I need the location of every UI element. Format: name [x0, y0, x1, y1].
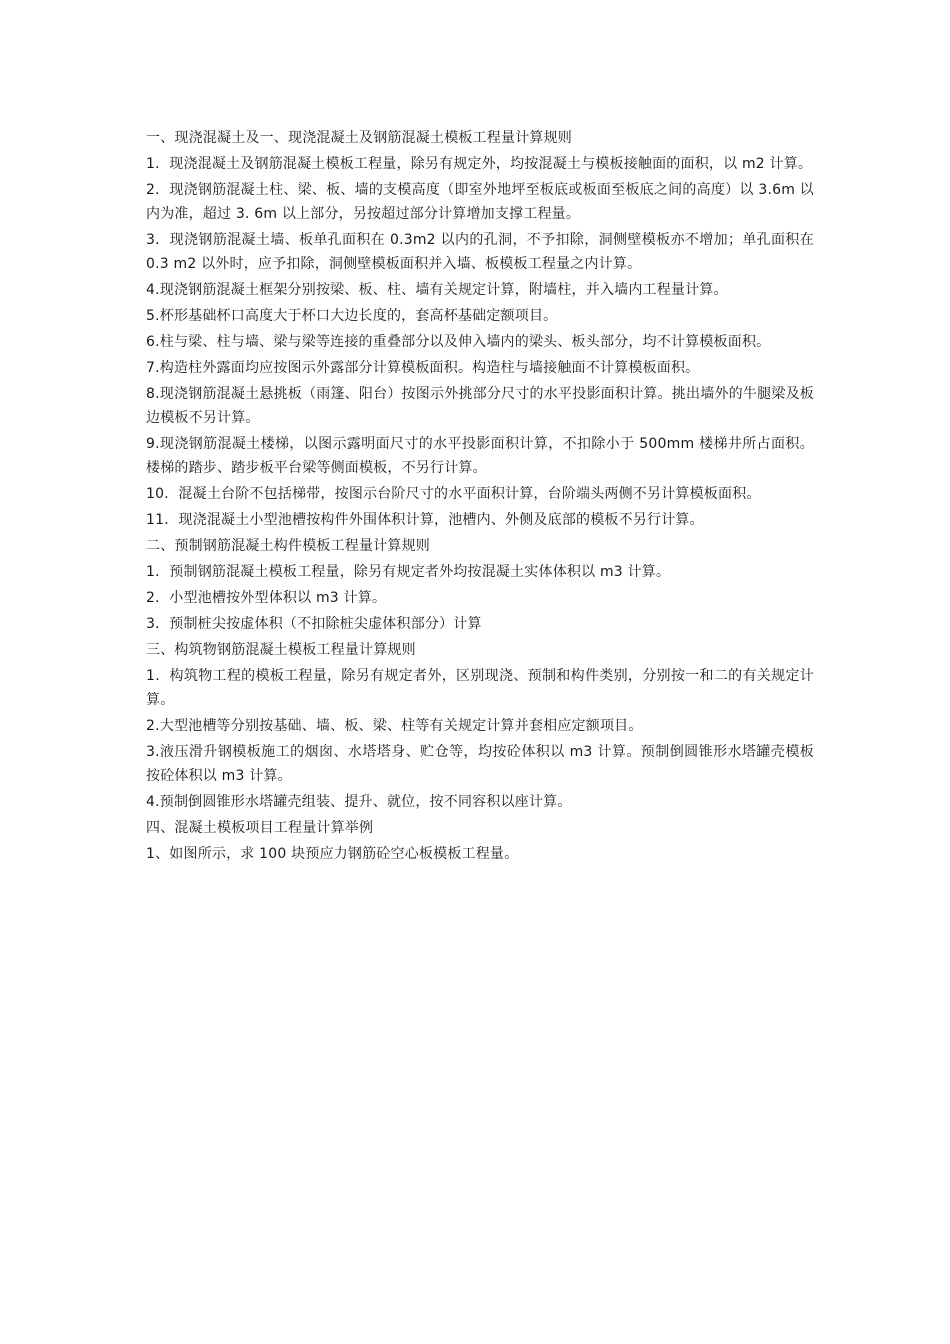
rule-paragraph: 3．现浇钢筋混凝土墙、板单孔面积在 0.3m2 以内的孔洞，不予扣除，洞侧壁模板亦不增加；单孔面积在 0.3 m2 以外时，应予扣除，洞侧壁模板面积并入墙、板模板工程量之内计算。	[146, 232, 814, 272]
rule-paragraph: 4.现浇钢筋混凝土框架分别按梁、板、柱、墙有关规定计算，附墙柱，并入墙内工程量计算。	[146, 282, 728, 298]
rule-paragraph: 1．现浇混凝土及钢筋混凝土模板工程量，除另有规定外，均按混凝土与模板接触面的面积，以 m2 计算。	[146, 156, 813, 172]
rule-paragraph: 1．预制钢筋混凝土模板工程量，除另有规定者外均按混凝土实体体积以 m3 计算。	[146, 564, 671, 580]
rule-paragraph: 2.大型池槽等分别按基础、墙、板、梁、柱等有关规定计算并套相应定额项目。	[146, 718, 643, 734]
rule-paragraph: 9.现浇钢筋混凝土楼梯，以图示露明面尺寸的水平投影面积计算，不扣除小于 500mm 楼梯井所占面积。楼梯的踏步、踏步板平台梁等侧面模板，不另行计算。	[146, 436, 814, 476]
rule-paragraph: 2．现浇钢筋混凝土柱、梁、板、墙的支模高度（即室外地坪至板底或板面至板底之间的高度）以 3.6m 以内为准，超过 3. 6m 以上部分，另按超过部分计算增加支撑工程量。	[146, 182, 814, 222]
rule-paragraph: 5.杯形基础杯口高度大于杯口大边长度的，套高杯基础定额项目。	[146, 308, 558, 324]
section-heading-4: 四、混凝土模板项目工程量计算举例	[146, 820, 374, 836]
example-paragraph: 1、如图所示，求 100 块预应力钢筋砼空心板模板工程量。	[146, 846, 519, 862]
rule-paragraph: 8.现浇钢筋混凝土悬挑板（雨篷、阳台）按图示外挑部分尺寸的水平投影面积计算。挑出墙外的牛腿梁及板边模板不另计算。	[146, 386, 814, 426]
section-heading-3: 三、构筑物钢筋混凝土模板工程量计算规则	[146, 642, 416, 658]
rule-paragraph: 1．构筑物工程的模板工程量，除另有规定者外，区别现浇、预制和构件类别，分别按一和二的有关规定计算。	[146, 668, 814, 708]
rule-paragraph: 3．预制桩尖按虚体积（不扣除桩尖虚体积部分）计算	[146, 616, 482, 632]
section-heading-2: 二、预制钢筋混凝土构件模板工程量计算规则	[146, 538, 430, 554]
rule-paragraph: 4.预制倒圆锥形水塔罐壳组装、提升、就位，按不同容积以座计算。	[146, 794, 572, 810]
rule-paragraph: 3.液压滑升钢模板施工的烟囱、水塔塔身、贮仓等，均按砼体积以 m3 计算。预制倒圆锥形水塔罐壳模板按砼体积以 m3 计算。	[146, 744, 814, 784]
section-heading-1: 一、现浇混凝土及一、现浇混凝土及钢筋混凝土模板工程量计算规则	[146, 130, 572, 146]
rule-paragraph: 2．小型池槽按外型体积以 m3 计算。	[146, 590, 387, 606]
document-body	[146, 126, 814, 868]
rule-paragraph: 7.构造柱外露面均应按图示外露部分计算模板面积。构造柱与墙接触面不计算模板面积。	[146, 360, 700, 376]
rule-paragraph: 10．混凝土台阶不包括梯带，按图示台阶尺寸的水平面积计算，台阶端头两侧不另计算模板面积。	[146, 486, 761, 502]
rule-paragraph: 6.柱与梁、柱与墙、梁与梁等连接的重叠部分以及伸入墙内的梁头、板头部分，均不计算模板面积。	[146, 334, 771, 350]
rule-paragraph: 11．现浇混凝土小型池槽按构件外围体积计算，池槽内、外侧及底部的模板不另行计算。	[146, 512, 704, 528]
